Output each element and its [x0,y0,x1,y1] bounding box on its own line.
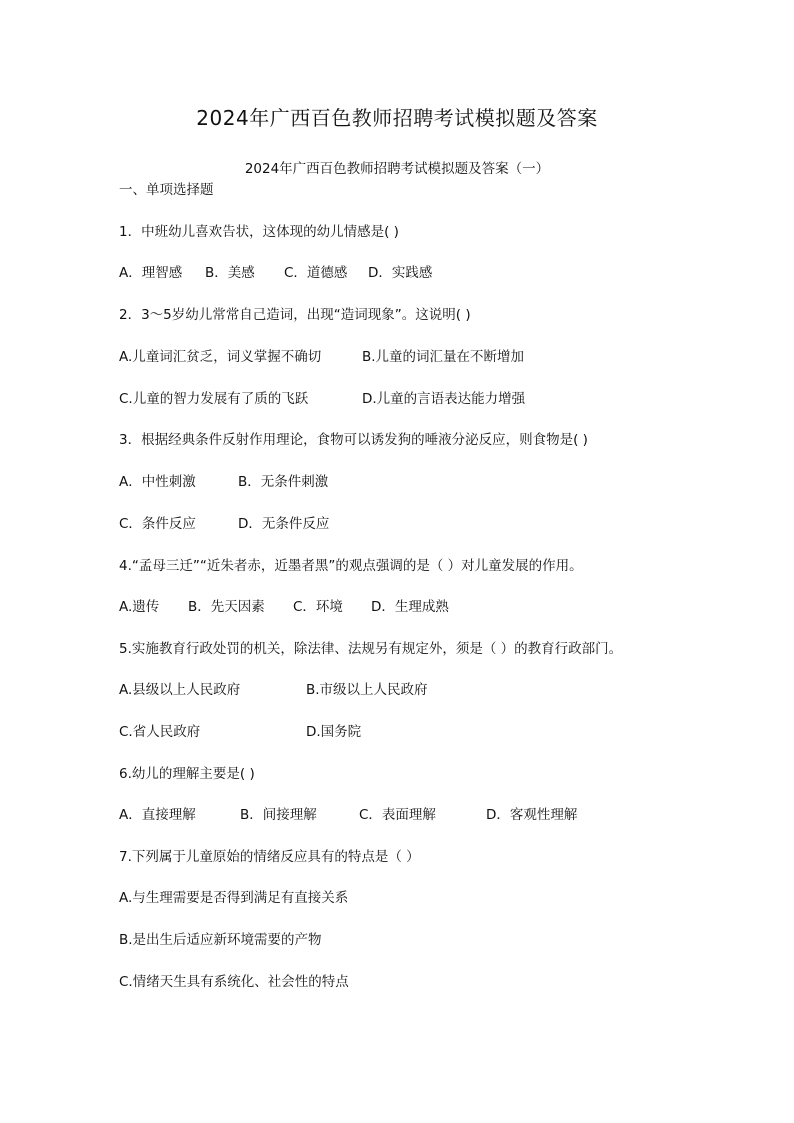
document-subtitle: 2024年广西百色教师招聘考试模拟题及答案（一） [244,161,550,177]
options-row-3b [119,514,329,534]
option-d: D.国务院 [306,724,362,740]
question-stem-4: 4.“孟母三迁”“近朱者赤，近墨者黑”的观点强调的是（ ）对儿童发展的作用。 [119,558,583,574]
option-c: C．道德感 [284,265,348,281]
option-b: B.市级以上人民政府 [306,682,428,698]
question-stem-6: 6.幼儿的理解主要是( ) [119,766,255,782]
option-c: C.省人民政府 [119,724,201,740]
option-a: A.县级以上人民政府 [119,682,241,698]
option-b: B.儿童的词汇量在不断增加 [362,349,525,365]
section-heading: 一、单项选择题 [119,182,214,198]
options-row-4 [119,597,449,617]
option-b: B．无条件刺激 [238,474,329,490]
options-row-2a [119,347,524,367]
question-stem-3: 3．根据经典条件反射作用理论，食物可以诱发狗的唾液分泌反应，则食物是( ) [119,432,588,448]
option-d: D．客观性理解 [486,807,578,823]
option-b: B．先天因素 [188,599,265,615]
option-c: C.情绪天生具有系统化、社会性的特点 [119,974,349,990]
question-stem-7: 7.下列属于儿童原始的情绪反应具有的特点是（ ） [119,849,420,865]
option-a: A．理智感 [119,265,183,281]
option-b: B．间接理解 [240,807,317,823]
option-d: D．实践感 [368,265,433,281]
option-d: D．无条件反应 [238,516,330,532]
question-stem-1: 1．中班幼儿喜欢告状，这体现的幼儿情感是( ) [119,224,399,240]
option-a: A.与生理需要是否得到满足有直接关系 [119,890,349,906]
document-title: 2024年广西百色教师招聘考试模拟题及答案 [196,106,598,130]
option-a: A．中性刺激 [119,474,196,490]
options-row-2b [119,389,525,409]
option-c: C．表面理解 [359,807,436,823]
option-b: B．美感 [205,265,255,281]
option-a: A．直接理解 [119,807,196,823]
options-row-3a [119,472,328,492]
question-stem-5: 5.实施教育行政处罚的机关，除法律、法规另有规定外，须是（ ）的教育行政部门。 [119,641,623,657]
options-row-5b [119,722,361,742]
option-c: C．环境 [293,599,343,615]
option-d: D.儿童的言语表达能力增强 [362,391,526,407]
option-c: C．条件反应 [119,516,196,532]
option-a: A.遗传 [119,599,160,615]
options-row-1 [119,263,432,283]
option-a: A.儿童词汇贫乏，词义掌握不确切 [119,349,322,365]
options-row-6 [119,805,577,825]
options-row-5a [119,680,428,700]
question-stem-2: 2．3～5岁幼儿常常自己造词，出现“造词现象”。这说明( ) [119,307,471,323]
option-b: B.是出生后适应新环境需要的产物 [119,932,322,948]
option-d: D．生理成熟 [371,599,449,615]
option-c: C.儿童的智力发展有了质的飞跃 [119,391,309,407]
